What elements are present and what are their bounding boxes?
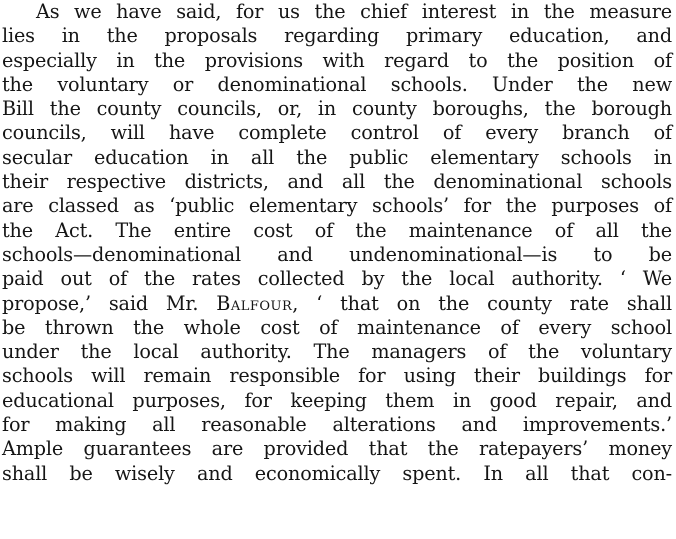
article-line: schools will remain responsible for using their buildings for bbox=[2, 364, 672, 388]
article-line: educational purposes, for keeping them in good repair, and bbox=[2, 388, 672, 412]
article-line: shall be wisely and economically spent. In all that con- bbox=[2, 461, 672, 485]
article-line: under the local authority. The managers of the voluntary bbox=[2, 340, 672, 364]
article-line: Bill the county councils, or, in county boroughs, the borough bbox=[2, 97, 672, 121]
line-text-after: , ‘ that on the county rate shall bbox=[292, 291, 672, 315]
article-line: are classed as ‘public elementary schools’ for the purposes of bbox=[2, 194, 672, 218]
line-text-before: propose,’ said Mr. bbox=[2, 291, 217, 315]
article-line: As we have said, for us the chief interest in the measure bbox=[36, 0, 672, 23]
balfour-name: Balfour bbox=[216, 291, 293, 315]
article-line: the Act. The entire cost of the maintenance of all the bbox=[2, 218, 672, 242]
article-line: councils, will have complete control of every branch of bbox=[2, 121, 672, 145]
article-column bbox=[2, 0, 672, 486]
article-line: lies in the proposals regarding primary education, and bbox=[2, 24, 672, 48]
article-line: for making all reasonable alterations and improvements.’ bbox=[2, 413, 672, 437]
article-line: secular education in all the public elementary schools in bbox=[2, 145, 672, 169]
article-line: be thrown the whole cost of maintenance of every school bbox=[2, 315, 672, 339]
article-line: Ample guarantees are provided that the ratepayers’ money bbox=[2, 437, 672, 461]
article-line: their respective districts, and all the denominational schools bbox=[2, 170, 672, 194]
article-line-balfour bbox=[2, 292, 672, 316]
article-line: especially in the provisions with regard to the position of bbox=[2, 48, 672, 72]
article-line: paid out of the rates collected by the local authority. ‘ We bbox=[2, 267, 672, 291]
article-line: the voluntary or denominational schools. Under the new bbox=[2, 72, 672, 96]
article-line: schools—denominational and undenominational—is to be bbox=[2, 242, 672, 266]
